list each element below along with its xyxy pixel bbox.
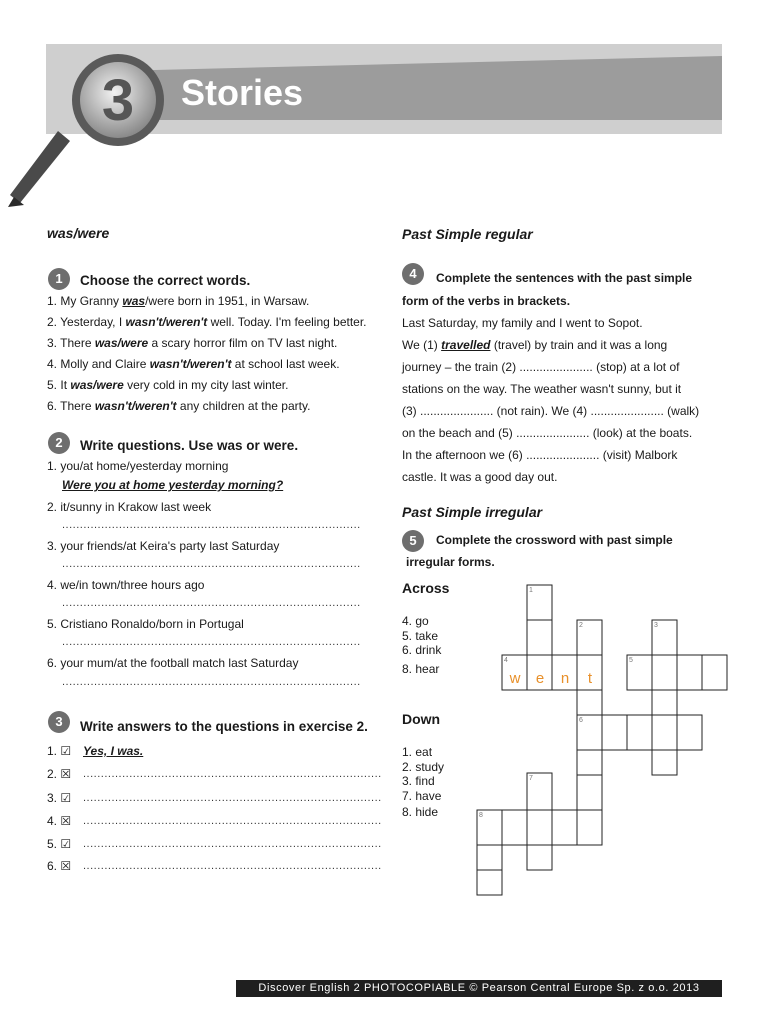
exercise-5-title: Complete the crossword with past simple [436, 533, 673, 547]
crossword-cell[interactable] [652, 750, 677, 775]
across-heading: Across [402, 580, 450, 596]
clue-number: 5 [629, 657, 633, 664]
exercise-1-item [47, 315, 367, 336]
crossword-cell[interactable] [527, 620, 552, 655]
exercise-1-item [47, 357, 367, 378]
exercise-3-item [47, 814, 71, 829]
exercise-3-example-answer: Yes, I was. [83, 744, 144, 758]
exercise-1-list [47, 294, 367, 420]
text-segment: We (1) [402, 338, 442, 352]
item-text: My Granny [60, 294, 123, 308]
clue-number: 1 [529, 587, 533, 594]
crossword-cell[interactable] [702, 655, 727, 690]
clue: 4. go [402, 614, 429, 628]
exercise-2-prompt: 2. it/sunny in Krakow last week [47, 500, 212, 514]
item-text: There [60, 399, 95, 413]
choice-words: was/were [94, 336, 149, 350]
exercise-1-title: Choose the correct words. [80, 273, 251, 288]
exercise-2-badge: 2 [48, 432, 70, 454]
item-text: any children at the party. [176, 399, 311, 413]
down-clues [402, 745, 444, 820]
exercise-2-prompt: 4. we/in town/three hours ago [47, 578, 205, 592]
choice-words: wasn't/weren't [149, 357, 232, 371]
exercise-5-title-cont: irregular forms. [406, 555, 495, 569]
answer-line[interactable]: .................................................................................... [83, 792, 382, 804]
exercise-1-item [47, 336, 367, 357]
item-text: a scary horror film on TV last night. [148, 336, 338, 350]
exercise-2-title: Write questions. Use was or were. [80, 438, 299, 453]
exercise-1-item [47, 399, 367, 420]
clue: 6. drink [402, 643, 442, 657]
section-heading-past-simple-irregular: Past Simple irregular [402, 504, 543, 520]
exercise-4-title: Complete the sentences with the past simple [436, 271, 693, 285]
clue: 1. eat [402, 745, 433, 759]
clue: 5. take [402, 628, 439, 643]
answer-line[interactable]: .................................................................................... [62, 636, 361, 648]
item-text: Molly and Claire [60, 357, 150, 371]
item-text: at school last week. [231, 357, 340, 371]
exercise-5-badge: 5 [402, 530, 424, 552]
text-line: journey – the train (2) ...................... (stop) at a lot of [402, 360, 680, 374]
unit-title: Stories [181, 72, 304, 113]
exercise-2-prompt: 6. your mum/at the football match last Saturday [47, 656, 299, 670]
choice-words: was/were [70, 378, 124, 392]
filled-letter: n [560, 670, 570, 687]
item-number: 4. [47, 814, 58, 828]
clue: 8. hide [402, 805, 439, 819]
exercise-3-item [47, 859, 71, 874]
item-number: 2. [47, 767, 58, 781]
exercise-2-example-answer: Were you at home yesterday morning? [62, 478, 284, 492]
exercise-3-item [47, 744, 71, 759]
filled-letter: t [587, 670, 593, 687]
crossword-cell[interactable] [502, 810, 527, 845]
exercise-1-badge: 1 [48, 268, 70, 290]
example-answer: travelled [441, 338, 491, 352]
exercise-4-badge: 4 [402, 263, 424, 285]
choice-words: was [122, 294, 146, 308]
crossword-cell[interactable] [477, 870, 502, 895]
unit-number: 3 [101, 68, 135, 133]
item-text: There [60, 336, 95, 350]
exercise-2-prompt: 1. you/at home/yesterday morning [47, 459, 229, 473]
tick-box-icon: ☑ [60, 837, 72, 851]
down-heading: Down [402, 711, 441, 727]
item-number: 4. [47, 357, 58, 371]
item-number: 6. [47, 859, 58, 873]
crossword-cell[interactable] [552, 810, 577, 845]
item-number: 1. [47, 744, 58, 758]
exercise-4-text [402, 312, 699, 488]
exercise-2-prompt: 3. your friends/at Keira's party last Saturday [47, 539, 280, 553]
answer-line[interactable]: .................................................................................... [83, 860, 382, 872]
text-line [402, 334, 699, 356]
clue-number: 6 [579, 717, 583, 724]
exercise-3-item [47, 767, 71, 782]
text-line: Last Saturday, my family and I went to Sopot. [402, 316, 643, 330]
choice-words: wasn't/weren't [94, 399, 177, 413]
tick-box-icon: ☑ [60, 791, 72, 805]
crossword-cell[interactable] [677, 715, 702, 750]
item-number: 3. [47, 791, 58, 805]
item-number: 5. [47, 837, 58, 851]
answer-line[interactable]: .................................................................................... [62, 519, 361, 531]
crossword-cell[interactable] [577, 775, 602, 810]
magnifier-icon [0, 45, 175, 210]
crossword-cell[interactable] [477, 845, 502, 870]
text-line: (3) ...................... (not rain). We (4) ...................... (walk) [402, 404, 700, 418]
exercise-3-title: Write answers to the questions in exercise 2. [80, 719, 368, 734]
answer-line[interactable]: .................................................................................... [62, 597, 361, 609]
choice-words: wasn't/weren't [125, 315, 208, 329]
text-line: on the beach and (5) ...................... (look) at the boats. [402, 426, 693, 440]
tick-box-icon: ☑ [60, 744, 72, 758]
crossword-cell[interactable] [652, 655, 677, 690]
item-text: very cold in my city last winter. [123, 378, 289, 392]
item-number: 5. [47, 378, 58, 392]
exercise-3-item [47, 791, 71, 806]
answer-line[interactable]: .................................................................................... [83, 838, 382, 850]
crossword-cell[interactable] [627, 715, 652, 750]
clue-number: 2 [579, 622, 583, 629]
across-clues [402, 614, 441, 676]
crossword-cell[interactable] [652, 715, 677, 750]
cross-box-icon: ☒ [60, 859, 72, 873]
item-text: /were born in 1951, in Warsaw. [145, 294, 310, 308]
exercise-1-item [47, 378, 367, 399]
clue-number: 7 [529, 775, 533, 782]
text-line: stations on the way. The weather wasn't sunny, but it [402, 382, 682, 396]
cross-box-icon: ☒ [60, 814, 72, 828]
text-line: castle. It was a good day out. [402, 470, 558, 484]
item-text: It [60, 378, 71, 392]
section-heading-past-simple-regular: Past Simple regular [402, 226, 533, 242]
exercise-3-item [47, 837, 71, 852]
clue: 3. find [402, 774, 435, 788]
crossword-cell[interactable] [577, 810, 602, 845]
clue-number: 4 [504, 657, 508, 664]
clue-number: 3 [654, 622, 658, 629]
crossword-cell[interactable] [677, 655, 702, 690]
answer-line[interactable]: .................................................................................... [83, 815, 382, 827]
exercise-2-prompt: 5. Cristiano Ronaldo/born in Portugal [47, 617, 244, 631]
exercise-3-badge: 3 [48, 711, 70, 733]
clue: 8. hear [402, 661, 440, 676]
text-line: In the afternoon we (6) ...................... (visit) Malbork [402, 448, 678, 462]
section-heading-was-were: was/were [47, 225, 110, 241]
clue-number: 8 [479, 812, 483, 819]
answer-line[interactable]: .................................................................................... [62, 558, 361, 570]
exercise-1-item [47, 294, 367, 315]
item-number: 3. [47, 336, 58, 350]
footer-copyright: Discover English 2 PHOTOCOPIABLE © Pearson Central Europe Sp. z o.o. 2013 [236, 980, 722, 997]
crossword-cell[interactable] [652, 690, 677, 715]
crossword-cell[interactable] [527, 810, 552, 845]
filled-letter: e [535, 670, 545, 687]
item-text: well. Today. I'm feeling better. [207, 315, 367, 329]
answer-line[interactable]: .................................................................................... [62, 676, 361, 688]
answer-line[interactable]: .................................................................................... [83, 768, 382, 780]
crossword-cell[interactable] [577, 750, 602, 775]
filled-letter: w [509, 670, 521, 687]
item-number: 1. [47, 294, 58, 308]
crossword-cell[interactable] [602, 715, 627, 750]
cross-box-icon: ☒ [60, 767, 72, 781]
item-number: 6. [47, 399, 58, 413]
exercise-4-title-cont: form of the verbs in brackets. [402, 294, 571, 308]
crossword-grid [470, 580, 730, 900]
clue: 7. have [402, 788, 442, 803]
text-segment: (travel) by train and it was a long [490, 338, 668, 352]
item-text: Yesterday, I [60, 315, 126, 329]
clue: 2. study [402, 759, 445, 774]
item-number: 2. [47, 315, 58, 329]
crossword-cell[interactable] [527, 845, 552, 870]
crossword-cell[interactable] [577, 690, 602, 715]
